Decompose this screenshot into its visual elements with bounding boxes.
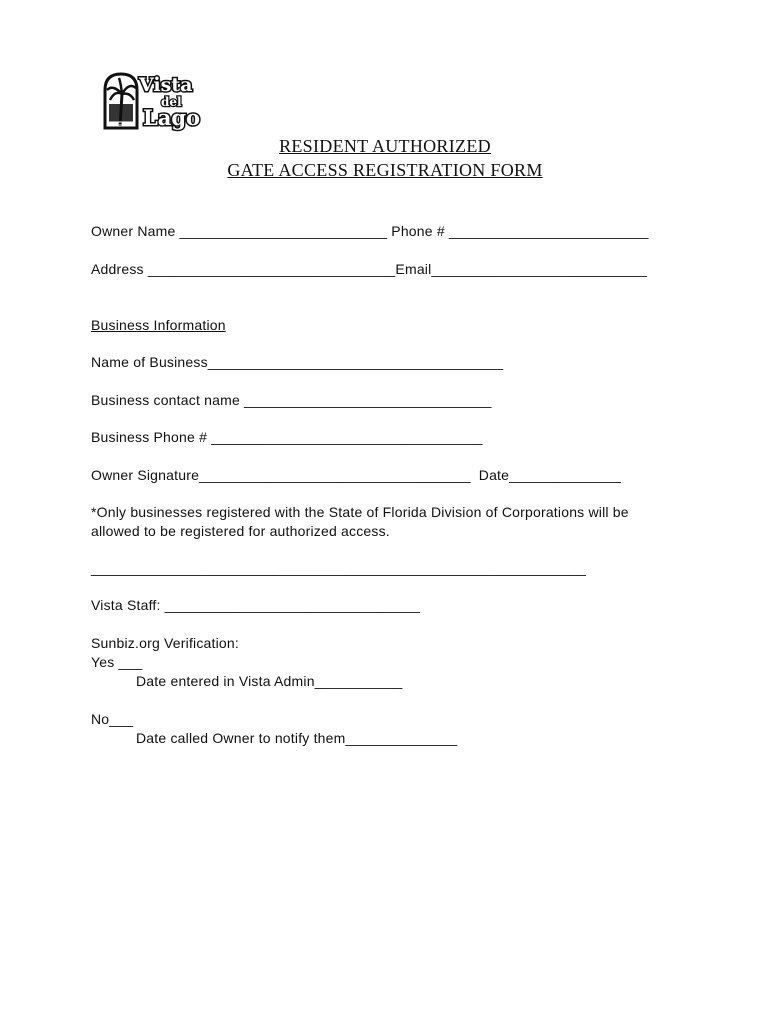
logo-word-lago: Lago xyxy=(142,105,200,130)
vista-staff-field[interactable]: Vista Staff: ________________________________ xyxy=(91,597,421,613)
form-title-line-1: RESIDENT AUTHORIZED xyxy=(279,136,491,156)
logo-word-del: del xyxy=(160,95,182,109)
vista-del-lago-logo xyxy=(90,52,200,130)
form-title-line-2: GATE ACCESS REGISTRATION FORM xyxy=(227,160,543,180)
note-line-1: *Only businesses registered with the State of Florida Division of Corporations will be xyxy=(91,504,629,520)
date-entered-field[interactable]: Date entered in Vista Admin___________ xyxy=(136,673,403,689)
logo-graphic xyxy=(99,70,209,134)
owner-signature-date-field[interactable]: Owner Signature__________________________________ Date______________ xyxy=(91,467,621,483)
business-contact-field[interactable]: Business contact name _______________________________ xyxy=(91,392,492,408)
logo-word-vista: Vista xyxy=(138,74,193,96)
business-name-field[interactable]: Name of Business_____________________________________ xyxy=(91,354,504,370)
note-line-2: allowed to be registered for authorized access. xyxy=(91,523,390,539)
separator-line: ______________________________________________________________ xyxy=(91,560,587,576)
sunbiz-verification-label: Sunbiz.org Verification: xyxy=(91,635,239,651)
yes-field[interactable]: Yes ___ xyxy=(91,654,143,670)
date-called-field[interactable]: Date called Owner to notify them______________ xyxy=(136,730,458,746)
no-field[interactable]: No___ xyxy=(91,711,134,727)
business-phone-field[interactable]: Business Phone # __________________________________ xyxy=(91,429,483,445)
business-information-heading: Business Information xyxy=(91,317,226,333)
address-email-field[interactable]: Address _______________________________Email___________________________ xyxy=(91,261,648,277)
owner-name-phone-field[interactable]: Owner Name __________________________ Phone # _________________________ xyxy=(91,223,649,239)
